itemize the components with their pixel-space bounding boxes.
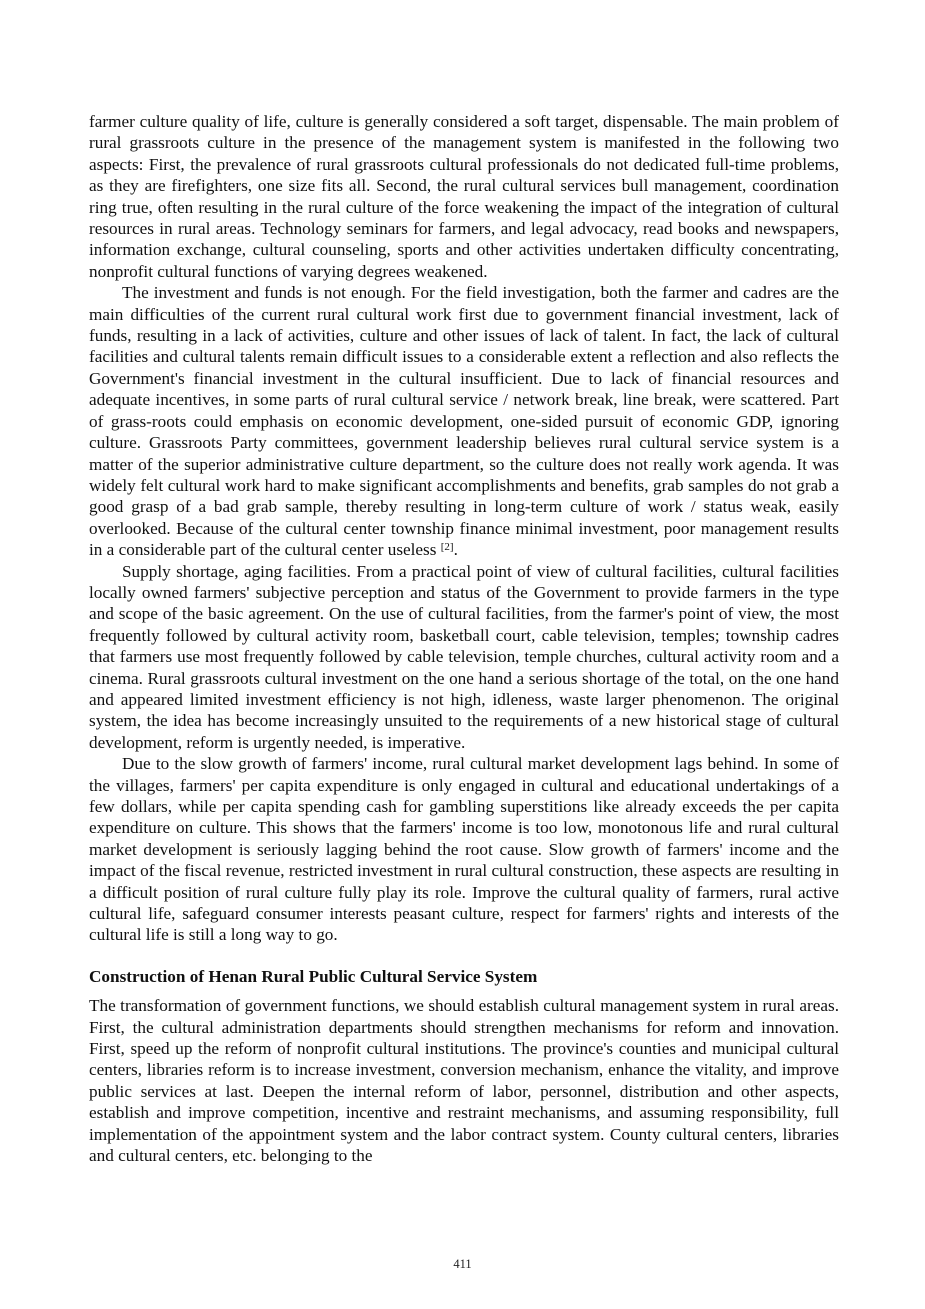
paragraph-3: Supply shortage, aging facilities. From a practical point of view of cultural facilities, cultural facilities locally owned farmers' subjective perception and status of the Government to provide farmers in the type and scope of the basic agreement. On the use of cultural facilities, from the farmer's point of view, the most frequently followed by cultural activity room, basketball court, cable television, temples; township cadres that farmers use most frequently followed by cable television, temple churches, cultural activity room and a cinema. Rural grassroots cultural investment on the one hand a serious shortage of the total, on the one hand and appeared limited investment efficiency is not high, idleness, waste larger phenomenon. The original system, the idea has become increasingly unsuited to the requirements of a new historical stage of cultural development, reform is urgently needed, is imperative.	[89, 561, 839, 752]
section-heading: Construction of Henan Rural Public Cultural Service System	[89, 966, 538, 986]
paragraph-2	[89, 282, 839, 560]
document-body	[89, 111, 839, 1167]
paragraph-1: farmer culture quality of life, culture is generally considered a soft target, dispensable. The main problem of rural grassroots culture in the presence of the management system is manifested in the following two aspects: First, the prevalence of rural grassroots cultural professionals do not dedicated full-time problems, as they are firefighters, one size fits all. Second, the rural cultural services bull management, coordination ring true, often resulting in the rural culture of the force weakening the impact of the integration of cultural resources in rural areas. Technology seminars for farmers, and legal advocacy, read books and newspapers, information exchange, cultural counseling, sports and other activities undertaken difficulty concentrating, nonprofit cultural functions of varying degrees weakened.	[89, 112, 839, 281]
paragraph-2-end: .	[453, 540, 458, 560]
paragraph-4: Due to the slow growth of farmers' income, rural cultural market development lags behind. In some of the villages, farmers' per capita expenditure is only engaged in cultural and educational undertakings of a few dollars, while per capita spending cash for gambling superstitions like already exceeds the per capita expenditure on culture. This shows that the farmers' income is too low, monotonous life and rural cultural market development is seriously lagging behind the root cause. Slow growth of farmers' income and the impact of the fiscal revenue, restricted investment in rural cultural construction, these aspects are resulting in a difficult position of rural culture fully play its role. Improve the cultural quality of farmers, rural active cultural life, safeguard consumer interests peasant culture, respect for farmers' rights and interests of the cultural life is still a long way to go.	[89, 754, 839, 945]
paragraph-2-text: The investment and funds is not enough. For the field investigation, both the farmer and cadres are the main difficulties of the current rural cultural work first due to government financial investment, lack of funds, resulting in a lack of activities, culture and other issues of lack of talent. In fact, the lack of cultural facilities and cultural talents remain difficult issues to a considerable extent a reflection and also reflects the Government's financial investment in the cultural insufficient. Due to lack of financial resources and adequate incentives, in some parts of rural cultural service / network break, line break, were scattered. Part of grass-roots could emphasis on economic development, one-sided pursuit of economic GDP, ignoring culture. Grassroots Party committees, government leadership believes rural cultural service system is a matter of the superior administrative culture department, so the culture does not really work agenda. It was widely felt cultural work hard to make significant accomplishments and benefits, grab samples do not grab a good grasp of a bad grab sample, thereby resulting in long-term culture of work / status weak, easily overlooked. Because of the cultural center township finance minimal investment, poor management results in a considerable part of the cultural center useless	[89, 283, 839, 560]
citation-ref: [2]	[440, 541, 454, 554]
section-paragraph-1: The transformation of government functions, we should establish cultural management system in rural areas. First, the cultural administration departments should strengthen mechanisms for reform and innovation. First, speed up the reform of nonprofit cultural institutions. The province's counties and municipal cultural centers, libraries reform is to increase investment, conversion mechanism, enhance the vitality, and improve public services at last. Deepen the internal reform of labor, personnel, distribution and other aspects, establish and improve competition, incentive and restraint mechanisms, and assuming responsibility, full implementation of the appointment system and the labor contract system. County cultural centers, libraries and cultural centers, etc. belonging to the	[89, 996, 839, 1166]
page-number: 411	[453, 1257, 472, 1271]
